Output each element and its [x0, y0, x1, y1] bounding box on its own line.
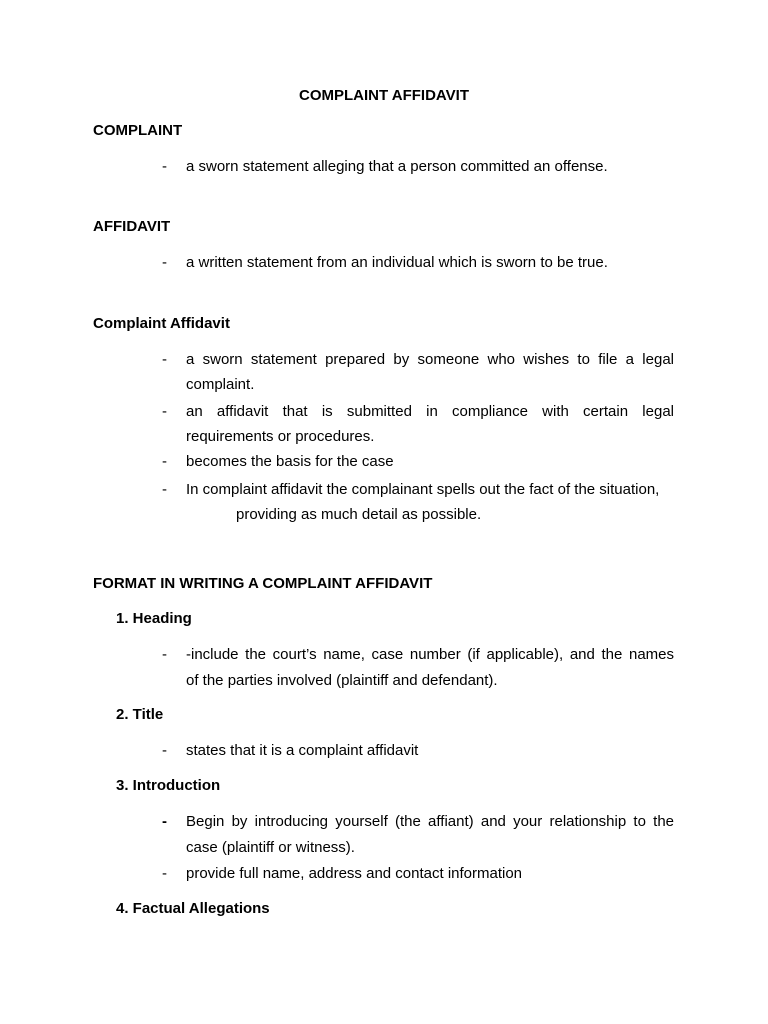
bullet-dash: - — [162, 813, 167, 830]
list-item-line: provide full name, address and contact information — [186, 865, 523, 882]
step-heading: 1. Heading — [116, 610, 192, 627]
step-introduction: 3. Introduction — [116, 777, 221, 794]
list-item-line: complaint. — [186, 376, 255, 393]
list-item-line: Begin by introducing yourself (the affiant) and your relationship to the — [186, 813, 674, 830]
bullet-dash: - — [162, 254, 167, 271]
list-item-line: a sworn statement prepared by someone who wishes to file a legal — [186, 351, 674, 368]
list-item-line: becomes the basis for the case — [186, 453, 394, 470]
affidavit-definition-text: a written statement from an individual which is sworn to be true. — [186, 254, 608, 271]
bullet-dash: - — [162, 865, 167, 882]
bullet-dash: - — [162, 351, 167, 368]
document-title: COMPLAINT AFFIDAVIT — [299, 87, 469, 104]
list-item-line: requirements or procedures. — [186, 428, 375, 445]
complaint-heading: COMPLAINT — [93, 122, 183, 139]
list-item-line: -include the court’s name, case number (if applicable), and the names — [186, 646, 674, 663]
list-item-line: case (plaintiff or witness). — [186, 839, 355, 856]
bullet-dash: - — [162, 646, 167, 663]
complaint-affidavit-heading: Complaint Affidavit — [93, 315, 230, 332]
list-item-line: an affidavit that is submitted in compliance with certain legal — [186, 403, 674, 420]
format-heading: FORMAT IN WRITING A COMPLAINT AFFIDAVIT — [93, 575, 433, 592]
bullet-dash: - — [162, 742, 167, 759]
list-item-line: In complaint affidavit the complainant spells out the fact of the situation, — [186, 481, 660, 498]
step-title: 2. Title — [116, 706, 164, 723]
affidavit-heading: AFFIDAVIT — [93, 218, 171, 235]
list-item-line: states that it is a complaint affidavit — [186, 742, 419, 759]
list-item-line: providing as much detail as possible. — [236, 506, 482, 523]
complaint-definition-text: a sworn statement alleging that a person committed an offense. — [186, 158, 608, 175]
list-item-line: of the parties involved (plaintiff and defendant). — [186, 672, 498, 689]
step-factual-allegations: 4. Factual Allegations — [116, 900, 270, 917]
bullet-dash: - — [162, 481, 167, 498]
bullet-dash: - — [162, 158, 167, 175]
bullet-dash: - — [162, 403, 167, 420]
bullet-dash: - — [162, 453, 167, 470]
